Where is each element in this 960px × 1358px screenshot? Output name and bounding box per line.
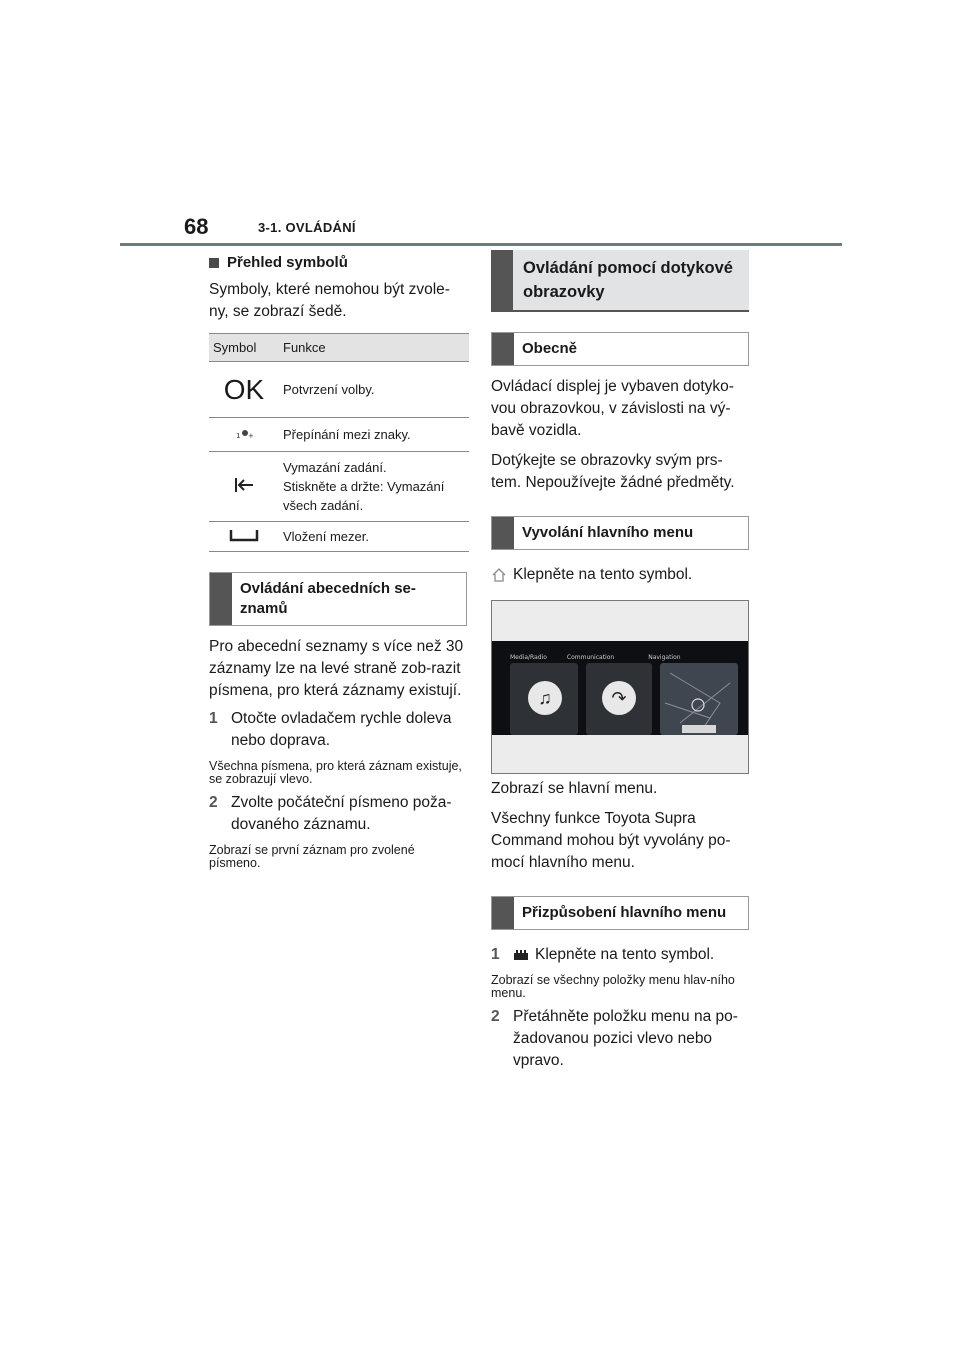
- all-menu-items-icon: [513, 949, 529, 961]
- alpha-lists-title: Ovládání abecedních se-znamů: [240, 580, 416, 617]
- row-function-line1: Vymazání zadání.: [283, 460, 387, 475]
- music-note-icon: ♫: [528, 681, 562, 715]
- table-header-row: [209, 334, 469, 362]
- tab-communication: Communication: [566, 654, 615, 661]
- main-menu-title: Vyvolání hlavního menu: [522, 524, 694, 541]
- svg-text:1: 1: [236, 432, 241, 440]
- symbols-heading-text: Přehled symbolů: [227, 254, 348, 271]
- step-text: Zvolte počáteční písmeno poža-dovaného záznamu.: [231, 794, 452, 833]
- communication-tile: [586, 663, 652, 735]
- step-number: 2: [209, 794, 218, 811]
- step-number: 2: [491, 1008, 500, 1025]
- row-function: Potvrzení volby.: [279, 362, 469, 418]
- general-title: Obecně: [522, 340, 578, 357]
- map-icon: [660, 663, 738, 735]
- customize-title: Přizpůsobení hlavního menu: [522, 904, 727, 921]
- table-row: [209, 362, 469, 418]
- step-text: Otočte ovladačem rychle doleva nebo doprava.: [231, 710, 452, 749]
- symbol-table: [209, 333, 469, 552]
- step-2-note: Zobrazí se první záznam pro zvolené písmeno.: [209, 843, 415, 870]
- step-text: Přetáhněte položku menu na po-žadovanou pozici vlevo nebo vpravo.: [513, 1008, 738, 1069]
- page-number: 68: [184, 214, 209, 239]
- table-row: [209, 522, 469, 552]
- after-screen-text-2: Všechny funkce Toyota Supra Command mohou být vyvolány po-mocí hlavního menu.: [491, 810, 731, 871]
- right-column: [491, 250, 751, 1072]
- phone-icon: ↷: [602, 681, 636, 715]
- alpha-text: Pro abecední seznamy s více než 30 záznamy lze na levé straně zob-razit písmena, pro která záznamy existují.: [209, 638, 464, 699]
- customize-step-1: [491, 944, 751, 966]
- touchscreen-box: [491, 250, 749, 312]
- alpha-lists-box: [209, 572, 467, 626]
- customize-step-1-note: Zobrazí se všechny položky menu hlav-ního menu.: [491, 973, 735, 1000]
- general-text-2: Dotýkejte se obrazovky svým prs-tem. Nepoužívejte žádné předměty.: [491, 452, 735, 491]
- space-icon: [209, 522, 279, 552]
- step-1: [209, 708, 469, 752]
- step-1-note: Všechna písmena, pro která záznam existuje, se zobrazují vlevo.: [209, 759, 462, 786]
- square-bullet-icon: [209, 258, 219, 268]
- tab-navigation: Navigation: [648, 654, 681, 661]
- home-icon: [491, 567, 507, 583]
- after-screen-text-1: Zobrazí se hlavní menu.: [491, 780, 658, 797]
- switch-characters-icon: [209, 418, 279, 452]
- symbols-intro: Symboly, které nemohou být zvole-ny, se zobrazí šedě.: [209, 281, 450, 320]
- row-function: [279, 452, 469, 522]
- main-menu-instruction-text: Klepněte na tento symbol.: [513, 566, 693, 583]
- touchscreen-title: Ovládání pomocí dotykové obrazovky: [523, 259, 733, 301]
- ok-icon: OK: [209, 362, 279, 418]
- row-function: Vložení mezer.: [279, 522, 469, 552]
- main-menu-box: [491, 516, 749, 550]
- general-box: [491, 332, 749, 366]
- step-2: [209, 792, 469, 836]
- symbols-heading: [209, 254, 469, 271]
- table-row: [209, 452, 469, 522]
- header-rule: [120, 243, 842, 246]
- row-function-line2: Stiskněte a držte: Vymazání všech zadání.: [283, 479, 445, 513]
- col-function-header: Funkce: [279, 334, 469, 362]
- general-text-1: Ovládací displej je vybaven dotyko-vou obrazovkou, v závislosti na vý-bavě vozidla.: [491, 378, 734, 439]
- section-title: 3-1. OVLÁDÁNÍ: [258, 220, 356, 235]
- media-tile: [510, 663, 578, 735]
- customize-box: [491, 896, 749, 930]
- col-symbol-header: Symbol: [209, 334, 279, 362]
- step-text: Klepněte na tento symbol.: [535, 946, 715, 963]
- row-function: Přepínání mezi znaky.: [279, 418, 469, 452]
- step-number: 1: [209, 710, 218, 727]
- delete-icon: [209, 452, 279, 522]
- navigation-tile: [660, 663, 738, 735]
- customize-step-2: [491, 1006, 751, 1072]
- step-number: 1: [491, 946, 500, 963]
- tab-media-radio: Media/Radio: [510, 654, 547, 661]
- display-screen: [492, 641, 748, 735]
- table-row: [209, 418, 469, 452]
- main-menu-instruction: [491, 564, 751, 586]
- svg-text:+: +: [248, 432, 254, 440]
- left-column: [209, 250, 469, 870]
- screen-tabs: [492, 641, 748, 661]
- main-menu-screenshot: [491, 600, 749, 774]
